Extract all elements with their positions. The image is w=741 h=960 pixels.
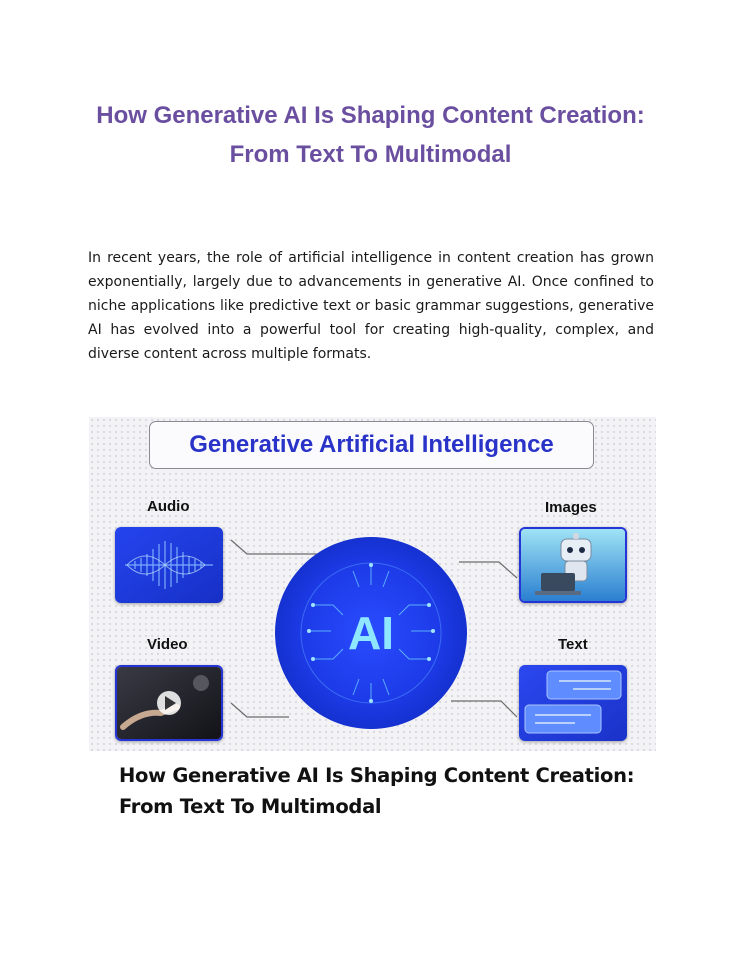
page-title-line-2: From Text To Multimodal (229, 141, 512, 168)
play-icon (157, 691, 181, 715)
figure-caption (119, 760, 679, 822)
label-text: Text (558, 636, 588, 653)
audio-card (115, 527, 223, 603)
intro-paragraph: In recent years, the role of artificial intelligence in content creation has grown exponentially, largely due to advancements in generative AI. Once confined to niche applications like predictive text or basic grammar suggestions, generative AI has evolved into a powerful tool for creating high-quality, complex, and diverse content across multiple formats. (88, 250, 654, 362)
ai-orb-icon (273, 535, 469, 731)
chat-bubbles-icon (519, 665, 627, 741)
figure-caption-line-2: From Text To Multimodal (119, 795, 382, 818)
generative-ai-figure (89, 417, 656, 751)
page-title-line-1: How Generative AI Is Shaping Content Creation: (96, 102, 645, 129)
images-card (519, 527, 627, 603)
ai-orb-label: AI (348, 607, 394, 659)
label-images: Images (545, 499, 597, 516)
label-audio: Audio (147, 498, 190, 515)
robot-laptop-icon (521, 529, 625, 601)
video-card (115, 665, 223, 741)
text-card (519, 665, 627, 741)
video-thumbnail (117, 667, 221, 739)
waveform-icon (115, 527, 223, 603)
page-title (0, 96, 741, 174)
figure-heading: Generative Artificial Intelligence (149, 421, 594, 469)
figure-caption-line-1: How Generative AI Is Shaping Content Creation: (119, 764, 635, 787)
label-video: Video (147, 636, 188, 653)
